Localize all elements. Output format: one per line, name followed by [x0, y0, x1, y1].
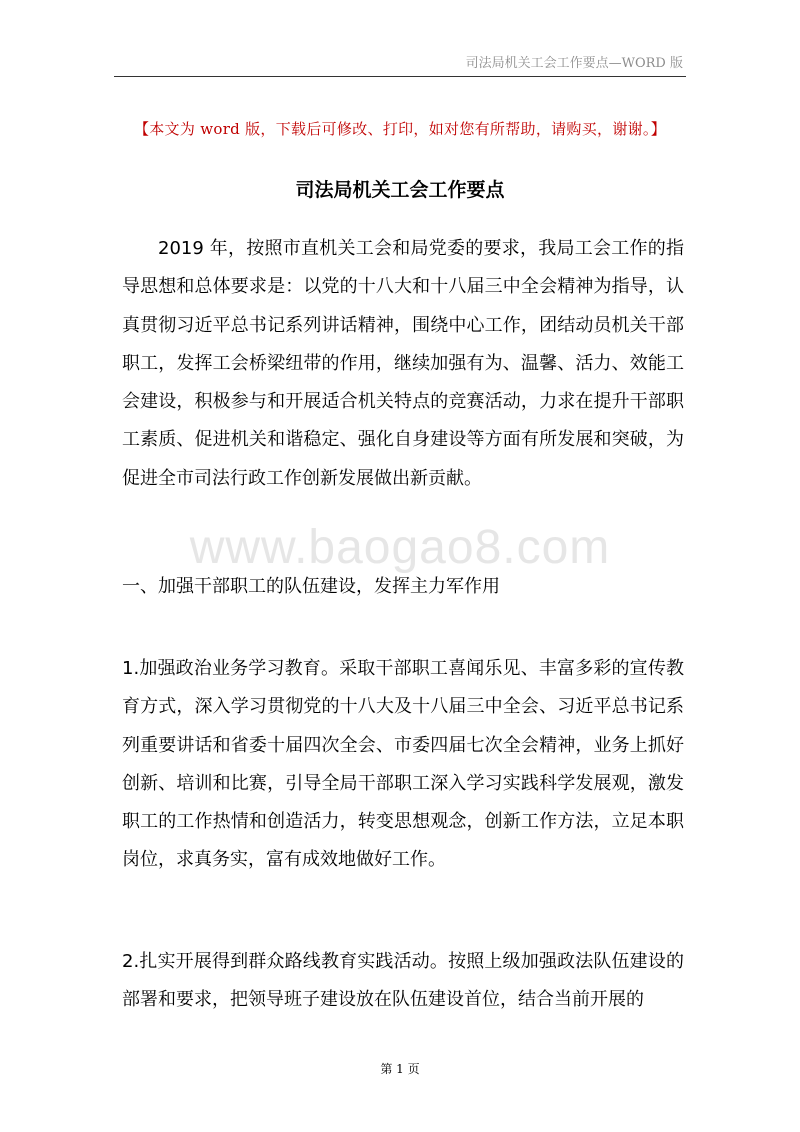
document-title: 司法局机关工会工作要点	[295, 179, 505, 201]
intro-paragraph: 2019 年，按照市直机关工会和局党委的要求，我局工会工作的指导思想和总体要求是：以党的十八大和十八届三中全会精神为指导，认真贯彻习近平总书记系列讲话精神，围绕中心工作，团结动员机关干部职工，发挥工会桥梁纽带的作用，继续加强有为、温馨、活力、效能工会建设，积极参与和开展适合机关特点的竞赛活动，力求在提升干部职工素质、促进机关和谐稳定、强化自身建设等方面有所发展和突破，为促进全市司法行政工作创新发展做出新贡献。	[122, 238, 684, 489]
download-notice: 【本文为 word 版，下载后可修改、打印，如对您有所帮助，请购买，谢谢。】	[133, 120, 667, 138]
watermark: www.baogao8.com	[189, 521, 611, 574]
running-header: 司法局机关工会工作要点—WORD 版	[465, 56, 683, 71]
list-item-2: 2.扎实开展得到群众路线教育实践活动。按照上级加强政法队伍建设的部署和要求，把领导班子建设放在队伍建设首位，结合当前开展的	[122, 951, 684, 1011]
list-item-1: 1.加强政治业务学习教育。采取干部职工喜闻乐见、丰富多彩的宣传教育方式，深入学习贯彻党的十八大及十八届三中全会、习近平总书记系列重要讲话和省委十届四次全会、市委四届七次全会精神，业务上抓好创新、培训和比赛，引导全局干部职工深入学习实践科学发展观，激发职工的工作热情和创造活力，转变思想观念，创新工作方法，立足本职岗位，求真务实，富有成效地做好工作。	[122, 658, 684, 871]
header-divider	[114, 76, 686, 77]
page-number: 第 1 页	[380, 1062, 420, 1076]
section-heading: 一、加强干部职工的队伍建设，发挥主力军作用	[122, 576, 500, 597]
